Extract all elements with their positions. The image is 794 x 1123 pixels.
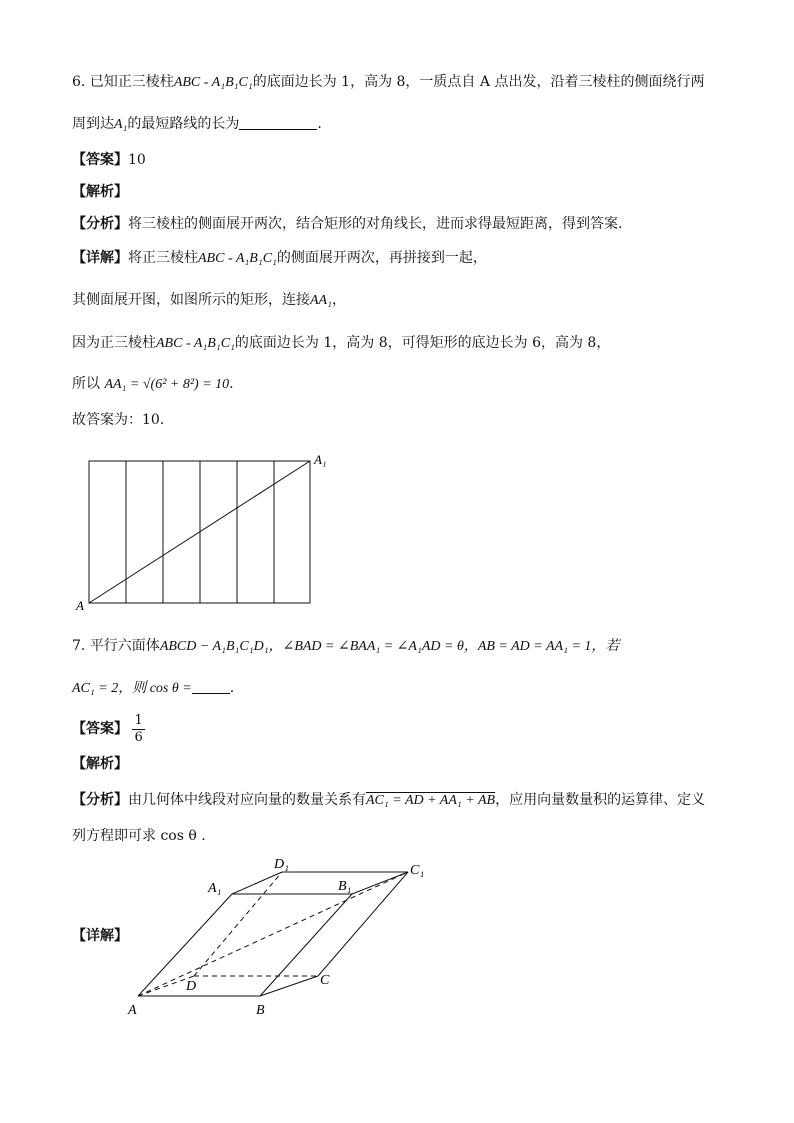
q6-stem-a: 已知正三棱柱 (89, 74, 174, 90)
q6-prism: ABC - A₁B₁C₁ (173, 75, 253, 90)
q6-stem-end: . (317, 116, 322, 132)
q7-label-A1: A₁ (208, 881, 222, 896)
q6-label-A: A (76, 598, 84, 613)
q6-number: 6. (72, 74, 86, 90)
q6-label-A1: A₁ (314, 452, 327, 467)
q7-stem-end: . (229, 680, 235, 696)
q7-label-C: C (320, 973, 330, 988)
q6-detail-a: 将正三棱柱 (128, 250, 198, 266)
q6-line3 (72, 333, 610, 354)
q6-answer-label: 【答案】 (72, 152, 128, 168)
q6-line5-text: 故答案为：10. (72, 412, 165, 428)
q7-parallelepiped-figure (120, 850, 440, 1020)
q6-stem-b: 的底面边长为 1，高为 8，一质点自 A 点出发，沿着三棱柱的侧面绕行两 (252, 74, 705, 90)
q6-line4-end: . (229, 376, 234, 392)
q6-line2-a: 其侧面展开图，如图所示的矩形，连接 (72, 292, 310, 308)
q7-stem-line1 (72, 636, 619, 657)
q6-detail-prism: ABC - A₁B₁C₁ (198, 251, 277, 266)
q6-stem-c: 周到达 (72, 116, 114, 132)
q6-detail-b: 的侧面展开两次，再拼接到一起， (276, 250, 487, 266)
q6-fenxi: 将三棱柱的侧面展开两次，结合矩形的对角线长，进而求得最短距离，得到答案. (128, 216, 623, 232)
q6-stem-line2 (72, 114, 322, 135)
q6-line3-prism: ABC - A₁B₁C₁ (156, 336, 235, 351)
q6-line3-a: 因为正三棱柱 (72, 335, 156, 351)
q7-stem-b: ，∠BAD = ∠BAA₁ = ∠A₁AD = θ，AB = AD = AA₁ = 1，若 (268, 639, 620, 654)
q6-line2-seg: AA₁ (310, 293, 332, 308)
q7-fenxi-line (72, 790, 705, 811)
q7-fenxi-b: ，应用向量数量积的运算律、定义 (495, 792, 706, 808)
q6-stem-line1 (72, 72, 704, 93)
q7-answer-blank (192, 679, 230, 694)
q7-analysis-line (72, 754, 128, 774)
q6-fenxi-label: 【分析】 (72, 216, 128, 232)
q7-answer-line (72, 712, 145, 746)
q7-answer-fraction (132, 713, 144, 746)
q6-answer-line (72, 150, 146, 170)
q6-line2-end: ， (331, 292, 346, 308)
q7-edge-BB1 (260, 894, 352, 996)
q7-fenxi-line2 (72, 826, 206, 846)
q7-stem-c: AC₁ = 2，则 cos θ = (72, 681, 192, 696)
q7-edge-A1D1 (232, 872, 282, 894)
q6-line4-a: 所以 (72, 376, 100, 392)
q6-detail-line (72, 248, 487, 269)
q6-line4 (72, 374, 234, 395)
q6-line5 (72, 410, 164, 430)
q7-solid: ABCD − A₁B₁C₁D₁ (159, 639, 269, 654)
q6-answer-blank (239, 115, 317, 130)
q6-analysis-label: 【解析】 (72, 184, 128, 200)
q7-stem-line2 (72, 678, 234, 699)
q7-fenxi-label: 【分析】 (72, 792, 128, 808)
q7-answer-denominator: 6 (134, 729, 143, 745)
q7-edge-CC1 (318, 872, 408, 976)
q7-label-D1: D₁ (274, 857, 289, 872)
q7-diagonal-AC1 (138, 872, 408, 996)
q7-answer-numerator: 1 (134, 712, 143, 728)
q7-label-C1: C₁ (410, 863, 425, 878)
q7-edge-AA1 (138, 894, 232, 996)
q6-fenxi-line (72, 214, 622, 234)
q6-answer: 10 (128, 152, 146, 168)
q7-label-B: B (256, 1003, 265, 1018)
q6-unfolded-rectangle-figure (72, 450, 342, 615)
q6-line2 (72, 290, 346, 311)
q6-line3-b: 的底面边长为 1，高为 8，可得矩形的底边长为 6，高为 8， (234, 335, 611, 351)
q6-analysis-line (72, 182, 128, 202)
q7-detail-label: 【详解】 (72, 928, 128, 944)
q6-line4-eq: AA₁ = √(6² + 8²) = 10 (104, 377, 230, 392)
q7-stem-a: 平行六面体 (89, 638, 160, 654)
q7-answer-label: 【答案】 (72, 721, 128, 737)
q7-label-D: D (186, 979, 197, 994)
q7-label-B1: B₁ (338, 879, 352, 894)
q6-stem-d: 的最短路线的长为 (127, 116, 240, 132)
q7-fenxi-a: 由几何体中线段对应向量的数量关系有 (128, 792, 366, 808)
q7-edge-B1C1 (352, 872, 408, 894)
q7-fenxi-c: 列方程即可求 cos θ . (72, 828, 206, 844)
q7-analysis-label: 【解析】 (72, 756, 128, 772)
q7-number: 7. (72, 638, 86, 654)
q6-point: A₁ (114, 117, 128, 132)
q7-vector-equation: AC₁ = AD + AA₁ + AB (366, 793, 496, 808)
q7-label-A: A (128, 1003, 137, 1018)
q6-detail-label: 【详解】 (72, 250, 128, 266)
